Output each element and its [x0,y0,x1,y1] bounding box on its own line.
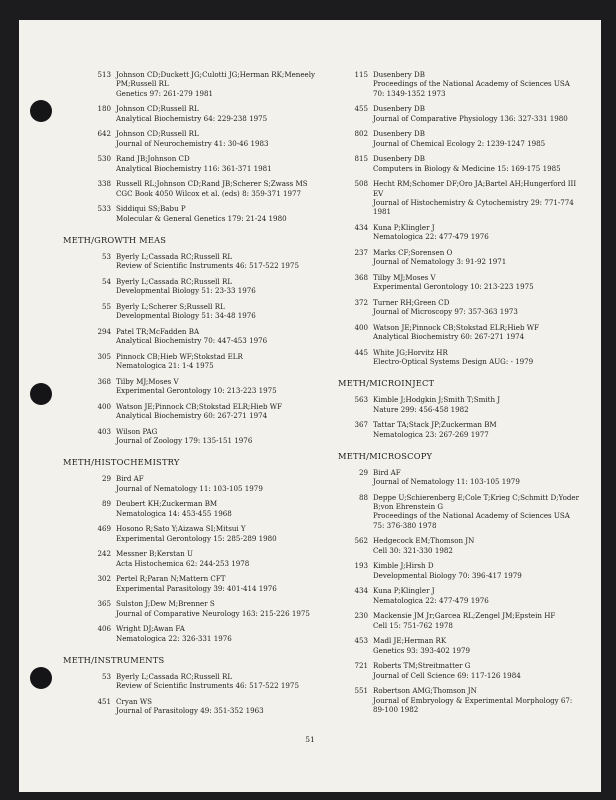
reference-line: Dusenbery DB [373,129,425,139]
reference-number: 338 [97,179,111,189]
reference-line: 1981 [373,207,392,217]
reference-line: Nematologica 22: 477-479 1976 [373,232,489,242]
reference-line: Journal of Neurochemistry 41: 30-46 1983 [116,138,269,148]
reference-text [373,154,588,173]
reference-line: 70: 1349-1352 1973 [373,88,446,98]
document-page [19,20,601,792]
reference-line: Experimental Gerontology 10: 213-223 1975 [116,386,277,396]
right-column [338,70,588,721]
section-heading: METH/GROWTH MEAS [63,234,167,245]
reference-text [116,70,331,98]
reference-text [373,536,588,555]
reference-entry [63,574,331,593]
reference-text [373,561,588,580]
reference-text [116,624,331,643]
reference-entry [63,549,331,568]
reference-text [116,697,331,716]
reference-line: Bird AF [373,467,401,477]
reference-line: Turner RH;Green CD [373,297,450,307]
reference-text [116,402,331,421]
reference-line: Experimental Gerontology 15: 285-289 1980 [116,533,277,543]
reference-line: Tattar TA;Stack JP;Zuckerman BM [373,420,497,430]
reference-entry [63,204,331,223]
section-heading: METH/MICROINJECT [338,378,435,389]
reference-entry [63,427,331,446]
reference-line: Proceedings of the National Academy of Sciences USA [373,79,570,89]
reference-line: Journal of Nematology 3: 91-92 1971 [373,257,507,267]
reference-text [373,661,588,680]
reference-line: Developmental Biology 70: 396-417 1979 [373,570,522,580]
reference-line: Analytical Biochemistry 60: 267-271 1974 [373,332,525,342]
reference-line: Johnson CD;Russell RL [116,104,199,114]
reference-text [373,636,588,655]
reference-number: 508 [354,179,368,189]
reference-entry [338,661,588,680]
reference-line: Wilson PAG [116,426,158,436]
reference-number: 29 [358,467,368,477]
reference-number: 815 [354,154,368,164]
reference-text [116,154,331,173]
reference-number: 802 [354,129,368,139]
reference-number: 469 [97,524,111,534]
reference-line: Dusenbery DB [373,70,425,79]
reference-entry [63,524,331,543]
reference-line: Cryan WS [116,696,153,706]
reference-text [116,672,331,691]
reference-entry [63,179,331,198]
reference-line: Journal of Parasitology 49: 351-352 1963 [116,706,264,716]
reference-number: 533 [97,204,111,214]
reference-line: Byerly L;Cassada RC;Russell RL [116,251,233,261]
page-number: 51 [305,735,315,744]
reference-number: 115 [354,70,368,79]
reference-entry [338,611,588,630]
reference-entry [63,129,331,148]
reference-entry [338,586,588,605]
reference-number: 642 [97,129,111,139]
reference-line: Analytical Biochemistry 70: 447-453 1976 [116,336,268,346]
reference-line: Cell 30: 321-330 1982 [373,545,453,555]
reference-line: CGC Book 4050 Wilcox et al. (eds) 8: 359-371 1977 [116,188,302,198]
reference-line: Dusenbery DB [373,154,425,164]
reference-text [116,377,331,396]
reference-line: Computers in Biology & Medicine 15: 169-175 1985 [373,163,561,173]
reference-line: Russell RL;Johnson CD;Rand JB;Scherer S;Zwass MS [116,179,308,189]
reference-number: 406 [97,624,111,634]
reference-line: Kimble J;Hodgkin J;Smith T;Smith J [373,395,501,405]
reference-entry [63,474,331,493]
reference-entry [338,395,588,414]
reference-text [373,70,588,98]
reference-text [116,104,331,123]
reference-line: Cell 15: 751-762 1978 [373,620,453,630]
reference-entry [338,420,588,439]
reference-number: 563 [354,395,368,405]
reference-number: 230 [354,611,368,621]
reference-number: 180 [97,104,111,114]
reference-line: Review of Scientific Instruments 46: 517-522 1975 [116,681,299,691]
reference-entry [63,377,331,396]
reference-number: 193 [354,561,368,571]
reference-line: Molecular & General Genetics 179: 21-24 1980 [116,213,287,223]
reference-entry [338,70,588,98]
reference-entry [63,499,331,518]
reference-text [373,104,588,123]
reference-line: Journal of Comparative Neurology 163: 215-226 1975 [116,608,310,618]
reference-text [116,327,331,346]
binder-hole [30,100,52,122]
reference-line: Journal of Zoology 179: 135-151 1976 [116,436,253,445]
reference-number: 451 [97,696,111,706]
reference-number: 721 [354,661,368,671]
reference-text [116,179,331,198]
left-column [63,70,331,722]
reference-text [373,298,588,317]
reference-line: Journal of Chemical Ecology 2: 1239-1247 1985 [373,138,546,148]
reference-line: Experimental Parasitology 39: 401-414 1976 [116,583,277,593]
reference-number: 55 [101,301,111,311]
reference-number: 513 [97,70,111,79]
reference-line: Developmental Biology 51: 23-33 1976 [116,286,256,296]
reference-line: Analytical Biochemistry 64: 229-238 1975 [116,113,268,123]
reference-line: Tilby MJ;Moses V [116,376,179,386]
reference-entry [63,327,331,346]
reference-entry [338,636,588,655]
reference-number: 242 [97,549,111,559]
reference-entry [63,70,331,98]
reference-line: 89-100 1982 [373,704,419,714]
reference-text [116,524,331,543]
reference-line: Journal of Microscopy 97: 357-363 1973 [373,307,518,317]
reference-number: 54 [101,276,111,286]
reference-number: 530 [97,154,111,164]
reference-line: Nematologica 23: 267-269 1977 [373,429,489,439]
reference-entry [63,252,331,271]
reference-entry [338,248,588,267]
reference-entry [63,352,331,371]
reference-line: Mackensie JM Jr;Garcea RL;Zengel JM;Epstein HF [373,611,556,621]
reference-line: Journal of Nematology 11: 103-105 1979 [373,477,520,487]
reference-entry [338,179,588,216]
reference-line: Review of Scientific Instruments 46: 517-522 1975 [116,261,299,271]
reference-line: Marks CF;Sorensen O [373,247,453,257]
reference-line: Proceedings of the National Academy of Sciences USA [373,511,570,521]
reference-entry [63,154,331,173]
reference-number: 367 [354,420,368,430]
reference-number: 365 [97,599,111,609]
reference-line: Nematologica 22: 477-479 1976 [373,595,489,605]
reference-line: Hecht RM;Schomer DF;Oro JA;Bartel AH;Hungerford III [373,179,577,189]
reference-line: Hedgecock EM;Thomson JN [373,536,475,546]
reference-entry [338,273,588,292]
reference-entry [338,223,588,242]
reference-text [116,427,331,446]
reference-text [373,323,588,342]
reference-line: Developmental Biology 51: 34-48 1976 [116,311,256,321]
reference-number: 368 [97,376,111,386]
reference-line: Byerly L;Cassada RC;Russell RL [116,276,233,286]
reference-line: B;von Ehrenstein G [373,502,444,512]
reference-text [373,586,588,605]
reference-number: 368 [354,272,368,282]
reference-text [116,574,331,593]
reference-line: PM;Russell RL [116,79,169,89]
section-heading: METH/MICROSCOPY [338,450,433,461]
reference-number: 551 [354,686,368,696]
reference-text [116,499,331,518]
reference-text [373,348,588,367]
reference-line: Johnson CD;Duckett JG;Culotti JG;Herman RK;Meneely [116,70,316,79]
reference-text [116,129,331,148]
reference-line: Hosono R;Sato Y;Aizawa SI;Mitsui Y [116,524,246,534]
reference-line: Pinnock CB;Hieb WF;Stokstad ELR [116,351,243,361]
reference-text [116,474,331,493]
reference-line: White JG;Horvitz HR [373,347,448,357]
reference-line: Journal of Histochemistry & Cytochemistry 29: 771-774 [373,197,574,207]
reference-line: Kimble J;Hirsh D [373,561,434,571]
reference-text [116,204,331,223]
reference-text [373,129,588,148]
reference-entry [338,129,588,148]
reference-text [373,273,588,292]
reference-entry [338,686,588,714]
reference-line: Messner B;Kerstan U [116,549,193,559]
reference-text [373,179,588,216]
reference-text [373,611,588,630]
reference-entry [338,348,588,367]
reference-text [116,549,331,568]
reference-entry [63,402,331,421]
reference-entry [63,104,331,123]
reference-line: Byerly L;Cassada RC;Russell RL [116,671,233,681]
reference-text [373,468,588,487]
reference-line: Deppe U;Schierenberg E;Cole T;Krieg C;Schmitt D;Yoder [373,492,580,502]
reference-text [116,277,331,296]
reference-entry [63,277,331,296]
reference-line: Genetics 97: 261-279 1981 [116,88,214,98]
reference-line: EV [373,188,384,198]
reference-entry [63,302,331,321]
reference-line: Analytical Biochemistry 60: 267-271 1974 [116,411,268,421]
reference-line: Robertson AMG;Thomson JN [373,686,477,696]
reference-line: 75: 376-380 1978 [373,520,437,530]
reference-number: 237 [354,247,368,257]
reference-number: 294 [97,326,111,336]
reference-number: 88 [358,492,368,502]
reference-number: 434 [354,222,368,232]
reference-line: Nematologica 14: 453-455 1968 [116,508,232,518]
reference-line: Patel TR;McFadden BA [116,326,200,336]
reference-line: Experimental Gerontology 10: 213-223 1975 [373,282,534,292]
reference-line: Electro-Optical Systems Design AUG: - 1979 [373,357,534,367]
reference-line: Nature 299: 456-458 1982 [373,404,469,414]
reference-number: 400 [354,322,368,332]
reference-line: Byerly L;Scherer S;Russell RL [116,301,225,311]
reference-line: Pertel R;Paran N;Mattern CFT [116,574,226,584]
reference-line: Nematologica 22: 326-331 1976 [116,633,232,643]
reference-text [373,493,588,530]
reference-number: 445 [354,347,368,357]
reference-text [116,352,331,371]
reference-number: 434 [354,586,368,596]
reference-entry [338,493,588,530]
reference-line: Watson JE;Pinnock CB;Stokstad ELR;Hieb WF [373,322,539,332]
reference-line: Journal of Nematology 11: 103-105 1979 [116,483,263,493]
reference-text [116,599,331,618]
reference-line: Sulston J;Dew M;Brenner S [116,599,215,609]
reference-line: Nematologica 21: 1-4 1975 [116,361,214,371]
reference-text [116,252,331,271]
reference-entry [338,323,588,342]
reference-line: Madl JE;Herman RK [373,636,447,646]
reference-entry [338,468,588,487]
reference-line: Siddiqui SS;Babu P [116,204,186,214]
reference-number: 89 [101,499,111,509]
reference-line: Kuna P;Klingler J [373,586,435,596]
reference-number: 29 [101,474,111,484]
reference-line: Watson JE;Pinnock CB;Stokstad ELR;Hieb WF [116,401,282,411]
section-heading: METH/INSTRUMENTS [63,654,165,665]
reference-text [373,223,588,242]
reference-number: 562 [354,536,368,546]
reference-entry [63,624,331,643]
reference-entry [338,561,588,580]
reference-number: 403 [97,426,111,436]
reference-number: 400 [97,401,111,411]
reference-line: Roberts TM;Streitmatter G [373,661,471,671]
reference-line: Bird AF [116,474,144,484]
reference-line: Analytical Biochemistry 116: 361-371 1981 [116,163,272,173]
reference-line: Rand JB;Johnson CD [116,154,190,164]
reference-line: Tilby MJ;Moses V [373,272,436,282]
reference-entry [338,536,588,555]
reference-entry [63,697,331,716]
reference-line: Genetics 93: 393-402 1979 [373,645,471,655]
reference-entry [338,298,588,317]
reference-entry [63,672,331,691]
reference-number: 372 [354,297,368,307]
binder-hole [30,383,52,405]
reference-line: Kuna P;Klingler J [373,222,435,232]
reference-line: Wright DJ;Awan FA [116,624,185,634]
reference-entry [338,154,588,173]
reference-number: 305 [97,351,111,361]
reference-line: Journal of Cell Science 69: 117-126 1984 [373,670,521,680]
reference-text [373,248,588,267]
reference-number: 53 [101,251,111,261]
reference-text [373,395,588,414]
reference-number: 453 [354,636,368,646]
reference-line: Johnson CD;Russell RL [116,129,199,139]
reference-text [116,302,331,321]
reference-number: 455 [354,104,368,114]
reference-line: Dusenbery DB [373,104,425,114]
reference-line: Journal of Comparative Physiology 136: 327-331 1980 [373,113,568,123]
section-heading: METH/HISTOCHEMISTRY [63,457,180,468]
reference-entry [63,599,331,618]
reference-entry [338,104,588,123]
reference-number: 53 [101,671,111,681]
reference-line: Acta Histochemica 62: 244-253 1978 [116,558,250,568]
reference-line: Deubert KH;Zuckerman BM [116,499,218,509]
reference-number: 302 [97,574,111,584]
binder-hole [30,667,52,689]
reference-line: Journal of Embryology & Experimental Morphology 67: [373,695,573,705]
reference-text [373,686,588,714]
reference-text [373,420,588,439]
